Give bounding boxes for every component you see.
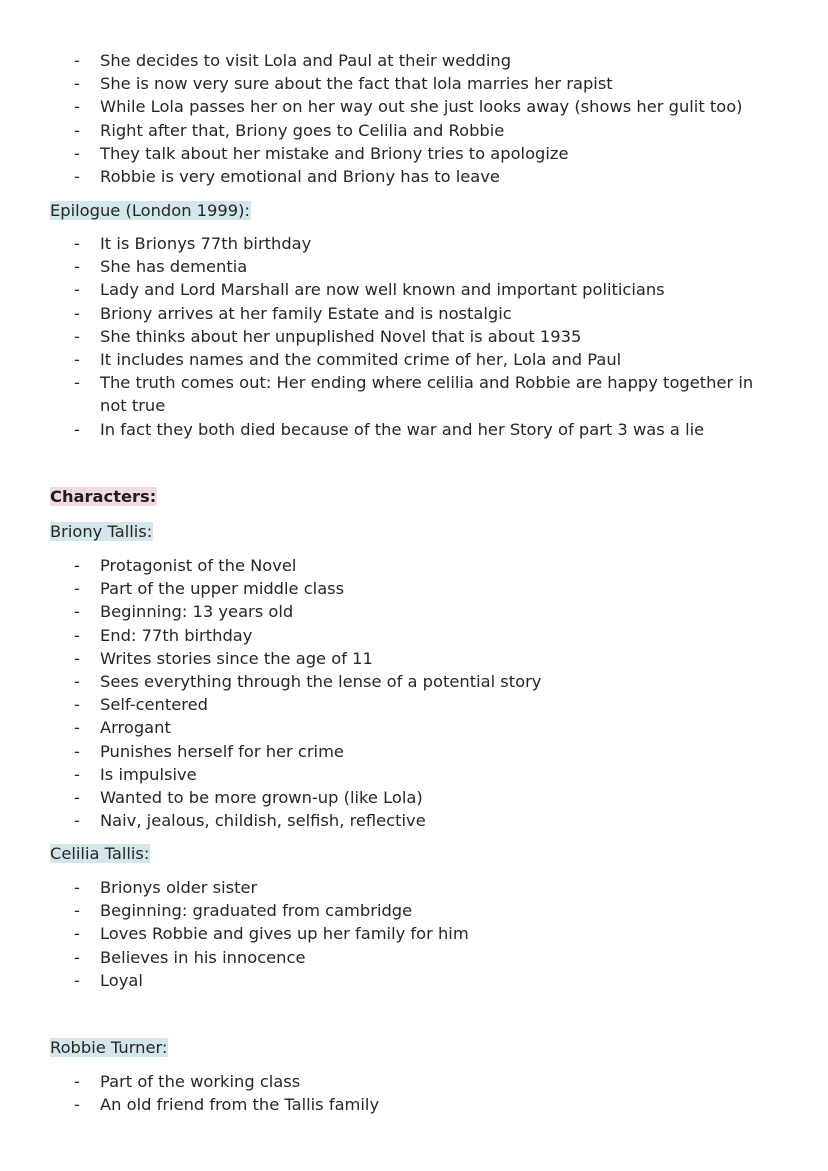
list-item	[0, 278, 828, 301]
list-item	[0, 255, 828, 278]
bullet-dash: -	[74, 672, 80, 692]
bullet-dash: -	[74, 326, 80, 346]
robbie-list-block	[0, 1070, 828, 1116]
list-item-text: She thinks about her unpuplished Novel that is about 1935	[100, 326, 582, 346]
bullet-dash: -	[74, 350, 80, 370]
list-item-text: In fact they both died because of the war and her Story of part 3 was a lie	[100, 419, 705, 439]
bullet-dash: -	[74, 120, 80, 140]
epilogue-list	[0, 232, 828, 441]
bullet-dash: -	[74, 579, 80, 599]
list-item	[0, 1070, 828, 1093]
list-item-text: Part of the working class	[100, 1072, 301, 1091]
bullet-dash: -	[74, 51, 80, 70]
list-item	[0, 763, 828, 786]
bullet-dash: -	[74, 648, 80, 668]
celilia-list	[0, 876, 828, 992]
list-item-text: Believes in his innocence	[100, 947, 306, 967]
briony-list-block	[0, 554, 828, 832]
list-item-text: Loves Robbie and gives up her family for him	[100, 924, 469, 944]
list-item-text: End: 77th birthday	[100, 625, 253, 645]
celilia-list-block	[0, 876, 828, 992]
list-item	[0, 600, 828, 623]
characters-heading: Characters:	[50, 487, 157, 506]
list-item-text: It includes names and the commited crime of her, Lola and Paul	[100, 350, 622, 370]
list-item-text: Naiv, jealous, childish, selfish, reflective	[100, 811, 426, 831]
bullet-dash: -	[74, 718, 80, 738]
list-item-text: While Lola passes her on her way out she just looks away (shows her gulit too)	[100, 97, 743, 117]
bullet-dash: -	[74, 970, 80, 990]
list-item-text: Briony arrives at her family Estate and is nostalgic	[100, 303, 512, 323]
list-item	[0, 49, 828, 72]
list-item-text: Protagonist of the Novel	[100, 556, 297, 575]
list-item-text: Brionys older sister	[100, 878, 258, 897]
list-item-text: She is now very sure about the fact that lola marries her rapist	[100, 74, 613, 94]
robbie-heading: Robbie Turner:	[50, 1038, 168, 1057]
list-item	[0, 899, 828, 922]
list-item	[0, 232, 828, 255]
list-item	[0, 809, 828, 832]
briony-list	[0, 554, 828, 832]
list-item	[0, 577, 828, 600]
list-item-text: Arrogant	[100, 718, 171, 738]
robbie-list	[0, 1070, 828, 1116]
bullet-dash: -	[74, 97, 80, 117]
list-item	[0, 72, 828, 95]
list-item	[0, 716, 828, 739]
bullet-dash: -	[74, 947, 80, 967]
list-item-text: Wanted to be more grown-up (like Lola)	[100, 788, 423, 808]
list-item	[0, 302, 828, 325]
list-item-text: Right after that, Briony goes to Celilia and Robbie	[100, 120, 505, 140]
list-item	[0, 922, 828, 945]
bullet-dash: -	[74, 741, 80, 761]
list-item	[0, 371, 828, 417]
list-item-text: They talk about her mistake and Briony tries to apologize	[100, 143, 569, 163]
bullet-dash: -	[74, 1095, 80, 1115]
list-item-text: Robbie is very emotional and Briony has to leave	[100, 167, 500, 187]
list-item-text: She decides to visit Lola and Paul at their wedding	[100, 51, 512, 70]
list-item	[0, 119, 828, 142]
bullet-dash: -	[74, 419, 80, 439]
bullet-dash: -	[74, 924, 80, 944]
bullet-dash: -	[74, 811, 80, 831]
list-item-text: Sees everything through the lense of a potential story	[100, 672, 542, 692]
list-item-text: Loyal	[100, 970, 143, 990]
list-item-text: Beginning: 13 years old	[100, 602, 294, 622]
bullet-dash: -	[74, 167, 80, 187]
list-item	[0, 946, 828, 969]
bullet-dash: -	[74, 556, 80, 575]
bullet-dash: -	[74, 695, 80, 715]
bullet-dash: -	[74, 901, 80, 921]
bullet-dash: -	[74, 788, 80, 808]
epilogue-list-block	[0, 232, 828, 441]
wedding-list-block	[0, 49, 828, 188]
list-item-text: Punishes herself for her crime	[100, 741, 344, 761]
bullet-dash: -	[74, 602, 80, 622]
list-item	[0, 624, 828, 647]
bullet-dash: -	[74, 143, 80, 163]
bullet-dash: -	[74, 257, 80, 277]
list-item	[0, 876, 828, 899]
list-item-text: It is Brionys 77th birthday	[100, 234, 312, 253]
bullet-dash: -	[74, 373, 80, 393]
list-item-text: Self-centered	[100, 695, 208, 715]
list-item	[0, 693, 828, 716]
wedding-list	[0, 49, 828, 188]
list-item-text: The truth comes out: Her ending where celilia and Robbie are happy together in not true	[100, 373, 754, 416]
bullet-dash: -	[74, 878, 80, 897]
list-item	[0, 418, 828, 441]
list-item-text: Is impulsive	[100, 764, 197, 784]
list-item-text: Writes stories since the age of 11	[100, 648, 373, 668]
epilogue-heading: Epilogue (London 1999):	[50, 201, 250, 220]
list-item-text: Part of the upper middle class	[100, 579, 345, 599]
bullet-dash: -	[74, 1072, 80, 1091]
list-item	[0, 554, 828, 577]
list-item	[0, 348, 828, 371]
list-item	[0, 165, 828, 188]
bullet-dash: -	[74, 74, 80, 94]
list-item	[0, 670, 828, 693]
list-item	[0, 647, 828, 670]
list-item	[0, 142, 828, 165]
list-item	[0, 1093, 828, 1116]
list-item-text: She has dementia	[100, 257, 248, 277]
list-item	[0, 740, 828, 763]
bullet-dash: -	[74, 303, 80, 323]
list-item	[0, 969, 828, 992]
list-item	[0, 786, 828, 809]
bullet-dash: -	[74, 280, 80, 300]
list-item	[0, 95, 828, 118]
bullet-dash: -	[74, 764, 80, 784]
bullet-dash: -	[74, 234, 80, 253]
celilia-heading: Celilia Tallis:	[50, 844, 150, 863]
list-item-text: Lady and Lord Marshall are now well known and important politicians	[100, 280, 665, 300]
briony-heading: Briony Tallis:	[50, 522, 153, 541]
bullet-dash: -	[74, 625, 80, 645]
list-item-text: An old friend from the Tallis family	[100, 1095, 380, 1115]
list-item	[0, 325, 828, 348]
list-item-text: Beginning: graduated from cambridge	[100, 901, 413, 921]
